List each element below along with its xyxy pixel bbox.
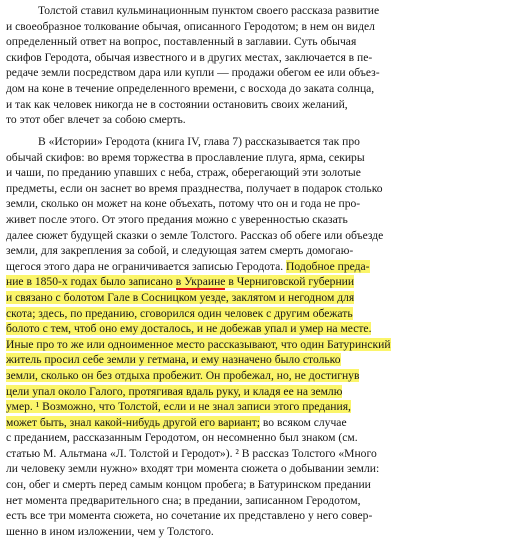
text-line: с преданием, рассказанным Геродотом, он несомненно был знаком (см. (6, 431, 358, 445)
text-line-highlighted (0, 321, 529, 337)
text-line: В «Истории» Геродота (книга IV, глава 7) рассказывается так про (38, 135, 360, 148)
text-line: то этот обег влечет за собою смерть. (6, 113, 186, 127)
text-line: дом на коне в течение определенного времени, с восхода до заката солнца, (6, 81, 375, 95)
highlighted-text: в Черниговской губернии (225, 275, 355, 289)
text-line: живет после этого. От этого предания можно с уверенностью сказать (6, 212, 348, 226)
text-line: ли человеку земли нужно» входят три момента сюжета о добывании земли: (6, 462, 380, 476)
text-line: определенный ответ на вопрос, поставленный в заглавии. Суть обычая (6, 35, 357, 49)
highlighted-text: ние в 1850-х годах было записано (6, 275, 176, 289)
text-line-highlighted (0, 384, 529, 400)
text-line: предметы, если он заснет во время празднества, получает в подарок столько (6, 181, 383, 195)
highlighted-text: скота; здесь, по преданию, сговорился один человек с другим обежать (6, 306, 353, 320)
highlighted-text: болото с тем, чтоб оно ему досталось, и не добежав упал и умер на месте. (6, 322, 372, 336)
text-line-underlined (0, 274, 529, 290)
text-line-highlighted (0, 352, 529, 368)
highlighted-text: может быть, знал какой-нибудь другой его вариант; (6, 415, 261, 429)
text-line: Толстой ставил кульминационным пунктом своего рассказа развитие (38, 4, 380, 17)
text-segment: во всяком случае (260, 415, 347, 429)
highlighted-text: цели упал около Галого, протягивая вдаль руку, и кладя ее на землю (6, 384, 343, 398)
paragraph-1 (0, 3, 529, 128)
text-line-highlighted (0, 368, 529, 384)
red-underlined-text: в Украине (175, 275, 226, 289)
text-line-highlighted (0, 306, 529, 322)
text-line: редаче земли посредством дара или купли — продажи обегом ее или объез- (6, 66, 380, 80)
text-line: и своеобразное толкование обычая, описанного Геродотом; в нем он видел (6, 19, 375, 33)
text-line: обычай скифов: во время торжества в прославление плуга, ярма, секиры (6, 150, 365, 164)
text-line-highlighted (0, 290, 529, 306)
text-line: нет момента предварительного сна; в предании, записанном Геродотом, (6, 493, 361, 507)
highlighted-text: земли, сколько он без отдыха пробежит. Он пробежал, но, не достигнув (6, 368, 360, 382)
text-line: далее сюжет будущей сказки о земле Толстого. Рассказ об обеге или объезде (6, 228, 384, 242)
highlighted-text: Подобное преда- (286, 259, 370, 273)
text-line: и чаши, по преданию упавших с неба, страж, оберегающий эти золотые (6, 166, 361, 180)
text-line: сон, обег и смерть перед самым концом пробега; в Батуринском предании (6, 478, 371, 492)
text-line: и так как человек никогда не в состоянии остановить своих желаний, (6, 97, 348, 111)
text-line: статью М. Альтмана «Л. Толстой и Геродот»). ² В рассказ Толстого «Много (6, 446, 377, 460)
text-segment: щегося этого дара не ограничивается записью Геродота. (6, 259, 284, 273)
highlighted-text: умер. ¹ Возможно, что Толстой, если и не знал записи этого предания, (6, 400, 351, 414)
text-line: шенно в ином изложении, чем у Толстого. (6, 524, 214, 538)
text-line-partial-highlight (0, 259, 529, 275)
text-line: земли, для закрепления за собой, и следующая затем смерть домогаю- (6, 244, 354, 258)
paragraph-2 (0, 134, 529, 539)
text-line-highlighted (0, 337, 529, 353)
highlighted-text: и связано с болотом Гале в Сосницком уезде, заклятом и негодном для (6, 290, 355, 304)
text-line: скифов Геродота, обычая известного и в других местах, заключается в пе- (6, 50, 373, 64)
text-line-partial-highlight (0, 415, 529, 431)
text-line-highlighted (0, 399, 529, 415)
text-line: есть все три момента сюжета, но сочетание их представлено у него совер- (6, 509, 373, 523)
highlighted-text: житель просил себе земли у гетмана, и ему назначено было столько (6, 353, 341, 367)
highlighted-text: Иные про то же или одноименное место рассказывают, что один Батуринский (6, 337, 391, 351)
text-line: земли, сколько он может на коне объехать, потому что он и года не про- (6, 197, 361, 211)
